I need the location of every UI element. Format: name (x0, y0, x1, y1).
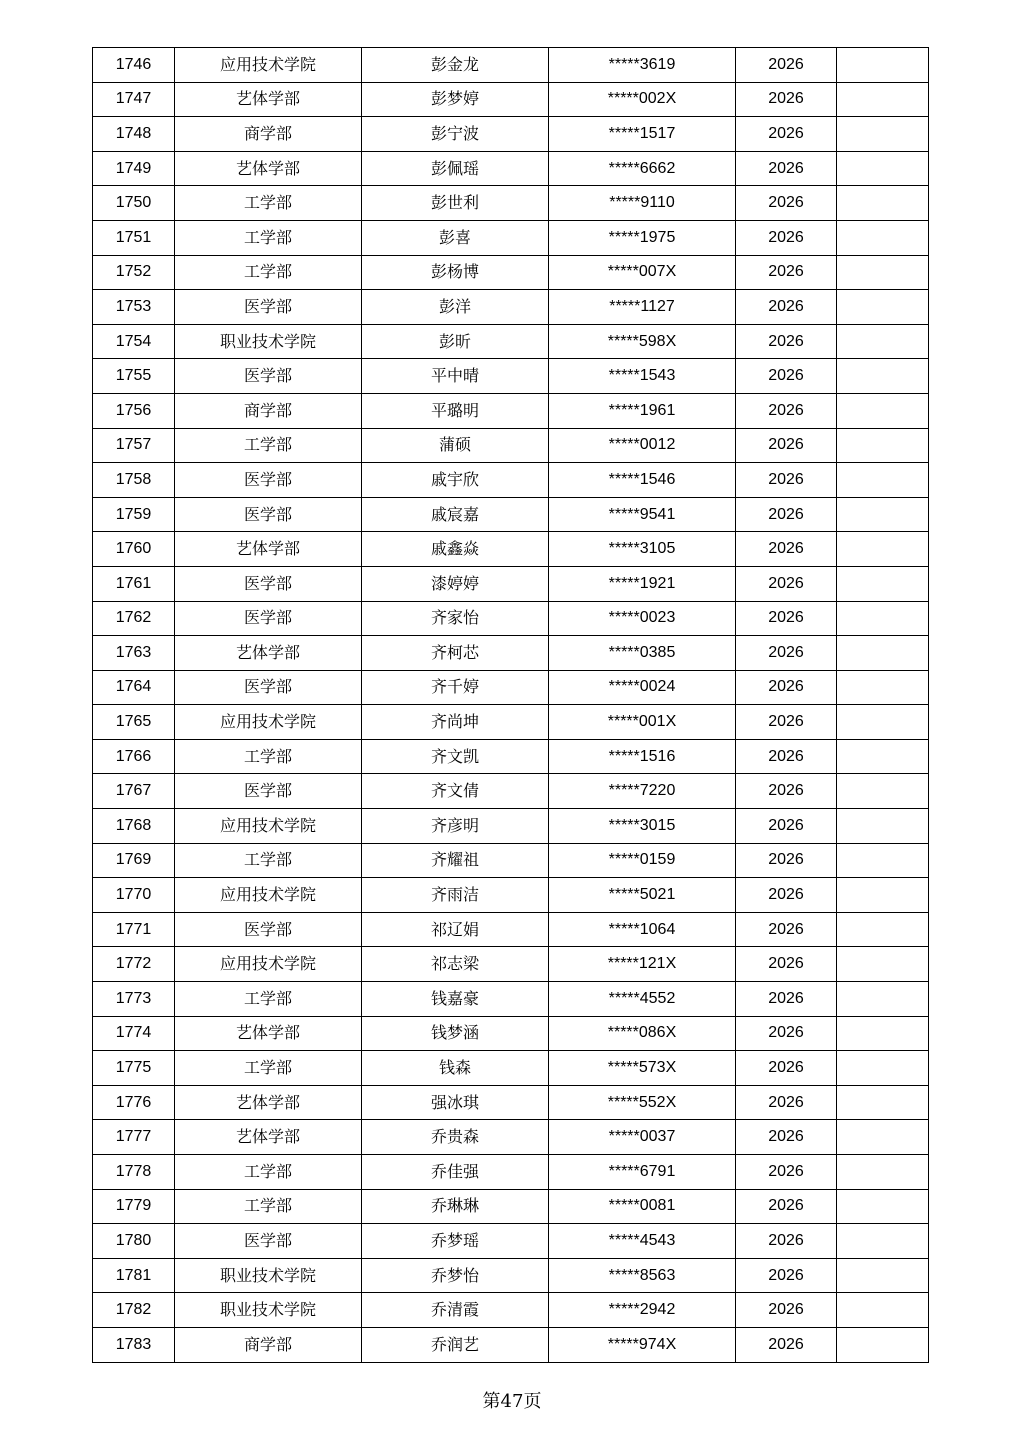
department: 艺体学部 (175, 1085, 362, 1120)
table-row (93, 82, 929, 117)
row-number: 1773 (93, 982, 175, 1017)
row-number: 1757 (93, 428, 175, 463)
table-row (93, 186, 929, 221)
masked-id: *****1543 (549, 359, 736, 394)
department: 商学部 (175, 117, 362, 152)
remarks (837, 566, 929, 601)
table-row (93, 1293, 929, 1328)
department: 职业技术学院 (175, 1258, 362, 1293)
student-name: 乔琳琳 (362, 1189, 549, 1224)
year: 2026 (736, 739, 837, 774)
department: 医学部 (175, 670, 362, 705)
row-number: 1774 (93, 1016, 175, 1051)
page-number: 第47页 (482, 1391, 542, 1412)
table-row (93, 739, 929, 774)
year: 2026 (736, 566, 837, 601)
row-number: 1772 (93, 947, 175, 982)
masked-id: *****001X (549, 705, 736, 740)
masked-id: *****974X (549, 1327, 736, 1362)
year: 2026 (736, 1120, 837, 1155)
department: 职业技术学院 (175, 324, 362, 359)
student-name: 齐家怡 (362, 601, 549, 636)
year: 2026 (736, 670, 837, 705)
table-row (93, 359, 929, 394)
masked-id: *****1516 (549, 739, 736, 774)
department: 艺体学部 (175, 636, 362, 671)
row-number: 1768 (93, 809, 175, 844)
row-number: 1753 (93, 290, 175, 325)
remarks (837, 359, 929, 394)
remarks (837, 393, 929, 428)
department: 医学部 (175, 566, 362, 601)
year: 2026 (736, 117, 837, 152)
table-row (93, 1327, 929, 1362)
row-number: 1764 (93, 670, 175, 705)
table-row (93, 566, 929, 601)
table-row (93, 532, 929, 567)
table-row (93, 220, 929, 255)
masked-id: *****4543 (549, 1224, 736, 1259)
masked-id: *****1921 (549, 566, 736, 601)
masked-id: *****4552 (549, 982, 736, 1017)
department: 医学部 (175, 912, 362, 947)
student-name: 齐文凯 (362, 739, 549, 774)
table-row (93, 878, 929, 913)
department: 医学部 (175, 290, 362, 325)
year: 2026 (736, 220, 837, 255)
masked-id: *****8563 (549, 1258, 736, 1293)
student-name: 钱森 (362, 1051, 549, 1086)
remarks (837, 878, 929, 913)
masked-id: *****6662 (549, 151, 736, 186)
table-row (93, 497, 929, 532)
remarks (837, 912, 929, 947)
table-row (93, 1051, 929, 1086)
department: 工学部 (175, 1051, 362, 1086)
remarks (837, 1016, 929, 1051)
department: 应用技术学院 (175, 705, 362, 740)
masked-id: *****007X (549, 255, 736, 290)
row-number: 1762 (93, 601, 175, 636)
table-row (93, 774, 929, 809)
student-name: 乔梦瑶 (362, 1224, 549, 1259)
year: 2026 (736, 947, 837, 982)
masked-id: *****1961 (549, 393, 736, 428)
masked-id: *****0023 (549, 601, 736, 636)
remarks (837, 324, 929, 359)
masked-id: *****0081 (549, 1189, 736, 1224)
student-name: 乔贵森 (362, 1120, 549, 1155)
table-row (93, 1189, 929, 1224)
remarks (837, 601, 929, 636)
table-row (93, 843, 929, 878)
remarks (837, 670, 929, 705)
table-row (93, 324, 929, 359)
table-row (93, 1258, 929, 1293)
table-row (93, 1085, 929, 1120)
row-number: 1747 (93, 82, 175, 117)
year: 2026 (736, 82, 837, 117)
remarks (837, 809, 929, 844)
table-row (93, 393, 929, 428)
remarks (837, 1224, 929, 1259)
year: 2026 (736, 532, 837, 567)
student-name: 祁志梁 (362, 947, 549, 982)
row-number: 1763 (93, 636, 175, 671)
department: 应用技术学院 (175, 878, 362, 913)
year: 2026 (736, 1293, 837, 1328)
student-name: 彭佩瑶 (362, 151, 549, 186)
student-name: 齐彦明 (362, 809, 549, 844)
year: 2026 (736, 255, 837, 290)
row-number: 1783 (93, 1327, 175, 1362)
masked-id: *****3619 (549, 48, 736, 83)
masked-id: *****0037 (549, 1120, 736, 1155)
year: 2026 (736, 878, 837, 913)
student-name: 戚宇欣 (362, 463, 549, 498)
year: 2026 (736, 982, 837, 1017)
remarks (837, 1051, 929, 1086)
department: 工学部 (175, 1155, 362, 1190)
table-row (93, 705, 929, 740)
student-name: 齐柯芯 (362, 636, 549, 671)
student-name: 蒲硕 (362, 428, 549, 463)
year: 2026 (736, 705, 837, 740)
department: 应用技术学院 (175, 809, 362, 844)
masked-id: *****598X (549, 324, 736, 359)
remarks (837, 48, 929, 83)
table-row (93, 809, 929, 844)
remarks (837, 532, 929, 567)
year: 2026 (736, 324, 837, 359)
table-row (93, 1224, 929, 1259)
department: 医学部 (175, 463, 362, 498)
row-number: 1755 (93, 359, 175, 394)
row-number: 1769 (93, 843, 175, 878)
masked-id: *****0024 (549, 670, 736, 705)
row-number: 1758 (93, 463, 175, 498)
department: 医学部 (175, 497, 362, 532)
department: 工学部 (175, 220, 362, 255)
masked-id: *****086X (549, 1016, 736, 1051)
table-row (93, 255, 929, 290)
year: 2026 (736, 1258, 837, 1293)
department: 工学部 (175, 739, 362, 774)
student-name: 齐尚坤 (362, 705, 549, 740)
remarks (837, 497, 929, 532)
masked-id: *****552X (549, 1085, 736, 1120)
roster-table-container (92, 47, 929, 1363)
student-name: 彭喜 (362, 220, 549, 255)
year: 2026 (736, 151, 837, 186)
masked-id: *****573X (549, 1051, 736, 1086)
table-row (93, 290, 929, 325)
remarks (837, 705, 929, 740)
remarks (837, 636, 929, 671)
remarks (837, 947, 929, 982)
student-name: 齐文倩 (362, 774, 549, 809)
row-number: 1778 (93, 1155, 175, 1190)
department: 医学部 (175, 774, 362, 809)
remarks (837, 1293, 929, 1328)
row-number: 1748 (93, 117, 175, 152)
row-number: 1750 (93, 186, 175, 221)
masked-id: *****1546 (549, 463, 736, 498)
remarks (837, 739, 929, 774)
student-name: 平璐明 (362, 393, 549, 428)
student-name: 彭宁波 (362, 117, 549, 152)
table-row (93, 670, 929, 705)
student-name: 彭梦婷 (362, 82, 549, 117)
department: 艺体学部 (175, 532, 362, 567)
row-number: 1781 (93, 1258, 175, 1293)
student-name: 强冰琪 (362, 1085, 549, 1120)
department: 工学部 (175, 1189, 362, 1224)
student-name: 戚宸嘉 (362, 497, 549, 532)
student-name: 彭洋 (362, 290, 549, 325)
remarks (837, 1155, 929, 1190)
row-number: 1754 (93, 324, 175, 359)
remarks (837, 982, 929, 1017)
row-number: 1760 (93, 532, 175, 567)
table-row (93, 912, 929, 947)
student-name: 齐雨洁 (362, 878, 549, 913)
department: 医学部 (175, 1224, 362, 1259)
student-name: 戚鑫焱 (362, 532, 549, 567)
remarks (837, 186, 929, 221)
student-name: 乔梦怡 (362, 1258, 549, 1293)
row-number: 1771 (93, 912, 175, 947)
department: 医学部 (175, 359, 362, 394)
row-number: 1782 (93, 1293, 175, 1328)
department: 艺体学部 (175, 1120, 362, 1155)
remarks (837, 151, 929, 186)
table-row (93, 601, 929, 636)
year: 2026 (736, 1155, 837, 1190)
row-number: 1780 (93, 1224, 175, 1259)
masked-id: *****1127 (549, 290, 736, 325)
year: 2026 (736, 601, 837, 636)
row-number: 1765 (93, 705, 175, 740)
department: 工学部 (175, 186, 362, 221)
department: 商学部 (175, 393, 362, 428)
remarks (837, 117, 929, 152)
table-row (93, 1120, 929, 1155)
student-name: 齐千婷 (362, 670, 549, 705)
row-number: 1777 (93, 1120, 175, 1155)
row-number: 1746 (93, 48, 175, 83)
masked-id: *****0012 (549, 428, 736, 463)
table-row (93, 982, 929, 1017)
table-row (93, 947, 929, 982)
year: 2026 (736, 1224, 837, 1259)
remarks (837, 82, 929, 117)
department: 艺体学部 (175, 1016, 362, 1051)
roster-table (92, 47, 929, 1363)
student-name: 齐耀祖 (362, 843, 549, 878)
year: 2026 (736, 186, 837, 221)
row-number: 1751 (93, 220, 175, 255)
remarks (837, 843, 929, 878)
year: 2026 (736, 1016, 837, 1051)
masked-id: *****7220 (549, 774, 736, 809)
remarks (837, 1327, 929, 1362)
year: 2026 (736, 1085, 837, 1120)
year: 2026 (736, 1189, 837, 1224)
year: 2026 (736, 774, 837, 809)
department: 工学部 (175, 982, 362, 1017)
masked-id: *****9110 (549, 186, 736, 221)
row-number: 1759 (93, 497, 175, 532)
row-number: 1770 (93, 878, 175, 913)
student-name: 乔清霞 (362, 1293, 549, 1328)
year: 2026 (736, 48, 837, 83)
row-number: 1752 (93, 255, 175, 290)
table-row (93, 151, 929, 186)
remarks (837, 255, 929, 290)
department: 应用技术学院 (175, 48, 362, 83)
row-number: 1761 (93, 566, 175, 601)
table-row (93, 1155, 929, 1190)
year: 2026 (736, 843, 837, 878)
student-name: 平中晴 (362, 359, 549, 394)
year: 2026 (736, 912, 837, 947)
row-number: 1767 (93, 774, 175, 809)
masked-id: *****1064 (549, 912, 736, 947)
department: 艺体学部 (175, 151, 362, 186)
year: 2026 (736, 1051, 837, 1086)
remarks (837, 774, 929, 809)
roster-table-body (93, 48, 929, 1363)
student-name: 乔佳强 (362, 1155, 549, 1190)
table-row (93, 48, 929, 83)
remarks (837, 1085, 929, 1120)
table-row (93, 117, 929, 152)
year: 2026 (736, 428, 837, 463)
table-row (93, 1016, 929, 1051)
masked-id: *****121X (549, 947, 736, 982)
student-name: 钱嘉豪 (362, 982, 549, 1017)
remarks (837, 1189, 929, 1224)
student-name: 彭世利 (362, 186, 549, 221)
student-name: 彭昕 (362, 324, 549, 359)
department: 工学部 (175, 843, 362, 878)
department: 医学部 (175, 601, 362, 636)
masked-id: *****1975 (549, 220, 736, 255)
masked-id: *****5021 (549, 878, 736, 913)
department: 职业技术学院 (175, 1293, 362, 1328)
student-name: 乔润艺 (362, 1327, 549, 1362)
remarks (837, 1258, 929, 1293)
remarks (837, 290, 929, 325)
year: 2026 (736, 359, 837, 394)
year: 2026 (736, 393, 837, 428)
department: 艺体学部 (175, 82, 362, 117)
remarks (837, 463, 929, 498)
masked-id: *****002X (549, 82, 736, 117)
student-name: 漆婷婷 (362, 566, 549, 601)
year: 2026 (736, 1327, 837, 1362)
year: 2026 (736, 290, 837, 325)
masked-id: *****6791 (549, 1155, 736, 1190)
row-number: 1766 (93, 739, 175, 774)
row-number: 1749 (93, 151, 175, 186)
remarks (837, 428, 929, 463)
table-row (93, 428, 929, 463)
masked-id: *****2942 (549, 1293, 736, 1328)
remarks (837, 220, 929, 255)
department: 应用技术学院 (175, 947, 362, 982)
department: 商学部 (175, 1327, 362, 1362)
row-number: 1779 (93, 1189, 175, 1224)
student-name: 祁辽娟 (362, 912, 549, 947)
student-name: 彭金龙 (362, 48, 549, 83)
department: 工学部 (175, 255, 362, 290)
masked-id: *****0385 (549, 636, 736, 671)
row-number: 1776 (93, 1085, 175, 1120)
year: 2026 (736, 497, 837, 532)
masked-id: *****3105 (549, 532, 736, 567)
masked-id: *****9541 (549, 497, 736, 532)
department: 工学部 (175, 428, 362, 463)
year: 2026 (736, 463, 837, 498)
row-number: 1775 (93, 1051, 175, 1086)
remarks (837, 1120, 929, 1155)
row-number: 1756 (93, 393, 175, 428)
table-row (93, 463, 929, 498)
year: 2026 (736, 636, 837, 671)
masked-id: *****3015 (549, 809, 736, 844)
masked-id: *****1517 (549, 117, 736, 152)
year: 2026 (736, 809, 837, 844)
table-row (93, 636, 929, 671)
student-name: 彭杨博 (362, 255, 549, 290)
masked-id: *****0159 (549, 843, 736, 878)
student-name: 钱梦涵 (362, 1016, 549, 1051)
